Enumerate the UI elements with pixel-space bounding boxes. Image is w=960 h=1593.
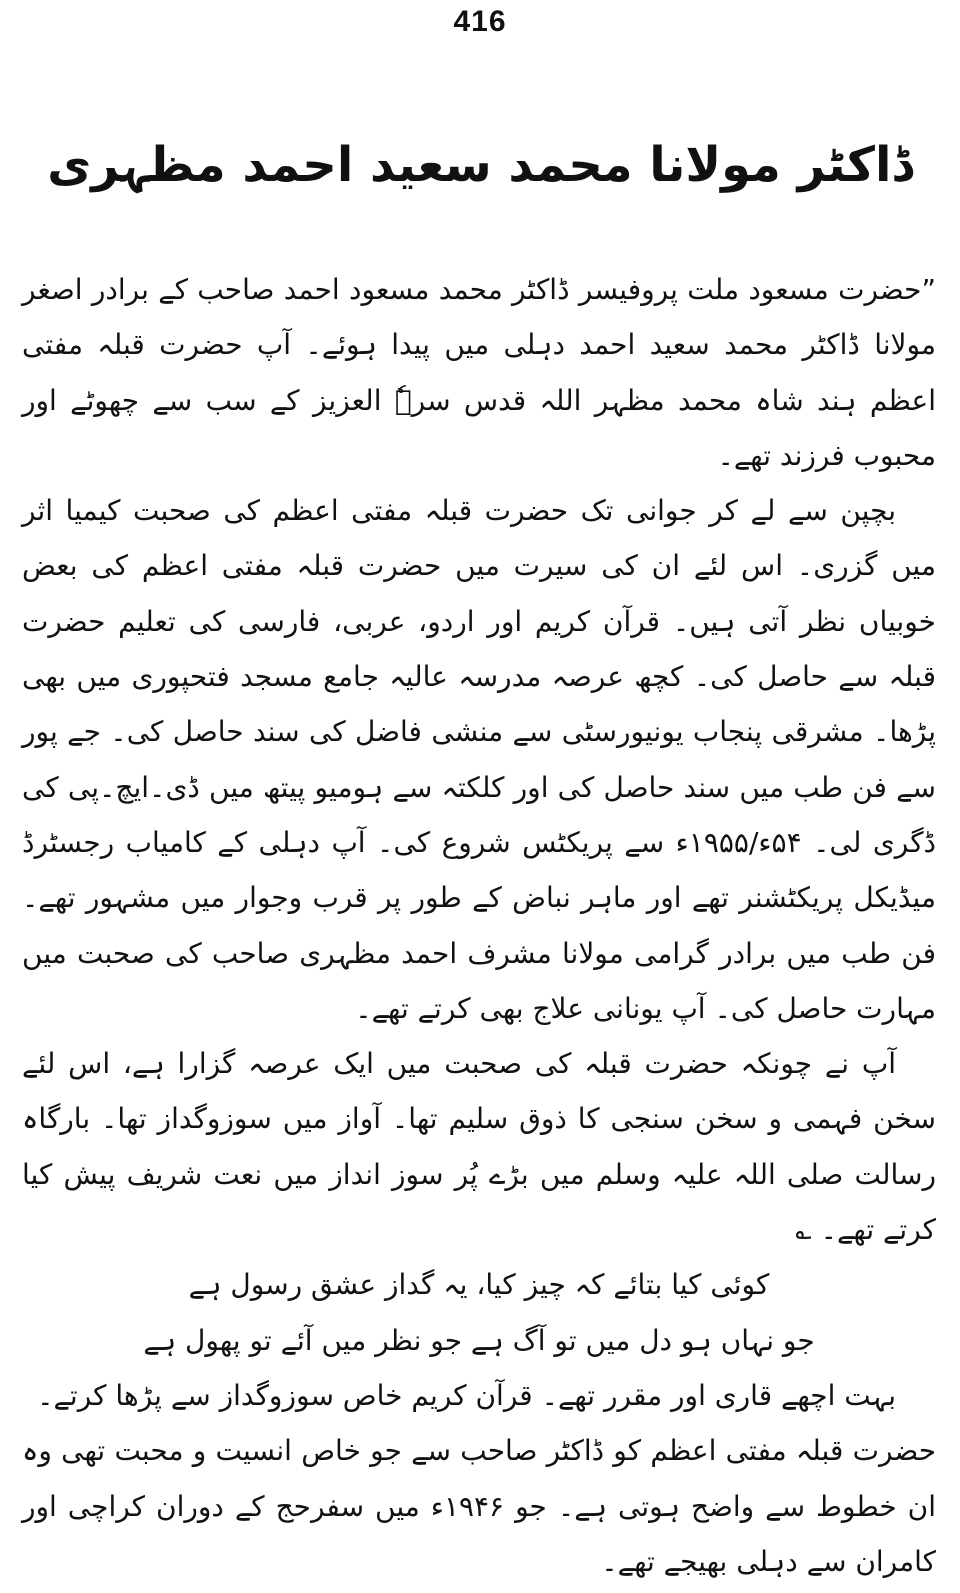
page-title: ڈاکٹر مولانا محمد سعید احمد مظہری — [47, 137, 913, 193]
paragraph-naat: آپ نے چونکہ حضرت قبلہ کی صحبت میں ایک عرصہ گزارا ہے، اس لئے سخن فہمی و سخن سنجی کا ذوق سلیم تھا۔ آواز میں سوزوگداز تھا۔ بارگاہ رسالت صلی اللہ علیہ وسلم میں بڑے پُر سوز انداز میں نعت شریف پیش کیا کرتے تھے۔ ؎ — [22, 1047, 936, 1247]
verse-line-2: جو نہاں ہو دل میں تو آگ ہے جو نظر میں آئے تو پھول ہے — [143, 1323, 815, 1357]
paragraph-intro: ”حضرت مسعود ملت پروفیسر ڈاکٹر محمد مسعود احمد صاحب کے برادر اصغر مولانا ڈاکٹر محمد سعید احمد دہلی میں پیدا ہوئے۔ آپ حضرت قبلہ مفتی اعظم ہند شاہ محمد مظہر اللہ قدس سرہٗ العزیز کے سب سے چھوٹے اور محبوب فرزند تھے۔ — [22, 273, 936, 472]
verse-line-1: کوئی کیا بتائے کہ چیز کیا، یہ گداز عشق رسول ہے — [188, 1268, 770, 1302]
paragraph-education: بچپن سے لے کر جوانی تک حضرت قبلہ مفتی اعظم کی صحبت کیمیا اثر میں گزری۔ اس لئے ان کی سیرت میں حضرت قبلہ مفتی اعظم کی بعض خوبیاں نظر آتی ہیں۔ قرآن کریم اور اردو، عربی، فارسی کی تعلیم حضرت قبلہ سے حاصل کی۔ کچھ عرصہ مدرسہ عالیہ جامع مسجد فتحپوری میں بھی پڑھا۔ مشرقی پنجاب یونیورسٹی سے منشی فاضل کی سند حاصل کی۔ جے پور سے فن طب میں سند حاصل کی اور کلکتہ سے ہومیو پیتھ میں ڈی۔ایچ۔پی کی ڈگری لی۔ ۵۴ء/۱۹۵۵ء سے پریکٹس شروع کی۔ آپ دہلی کے کامیاب رجسٹرڈ میڈیکل پریکٹشنر تھے اور ماہر نباض کے طور پر قرب وجوار میں مشہور تھے۔ فن طب میں برادر گرامی مولانا مشرف احمد مظہری صاحب کی صحبت میں مہارت حاصل کی۔ آپ یونانی علاج بھی کرتے تھے۔ — [22, 494, 936, 1025]
page-number: 416 — [453, 5, 507, 38]
paragraph-qari: بہت اچھے قاری اور مقرر تھے۔ قرآن کریم خاص سوزوگداز سے پڑھا کرتے۔ — [37, 1378, 896, 1412]
paragraph-letters: حضرت قبلہ مفتی اعظم کو ڈاکٹر صاحب سے جو خاص انسیت و محبت تھی وہ ان خطوط سے واضح ہوتی ہے۔ جو ۱۹۴۶ء میں سفرحج کے دوران کراچی اور کامران سے دہلی بھیجے تھے۔ — [22, 1434, 937, 1578]
body-text — [22, 262, 936, 1589]
